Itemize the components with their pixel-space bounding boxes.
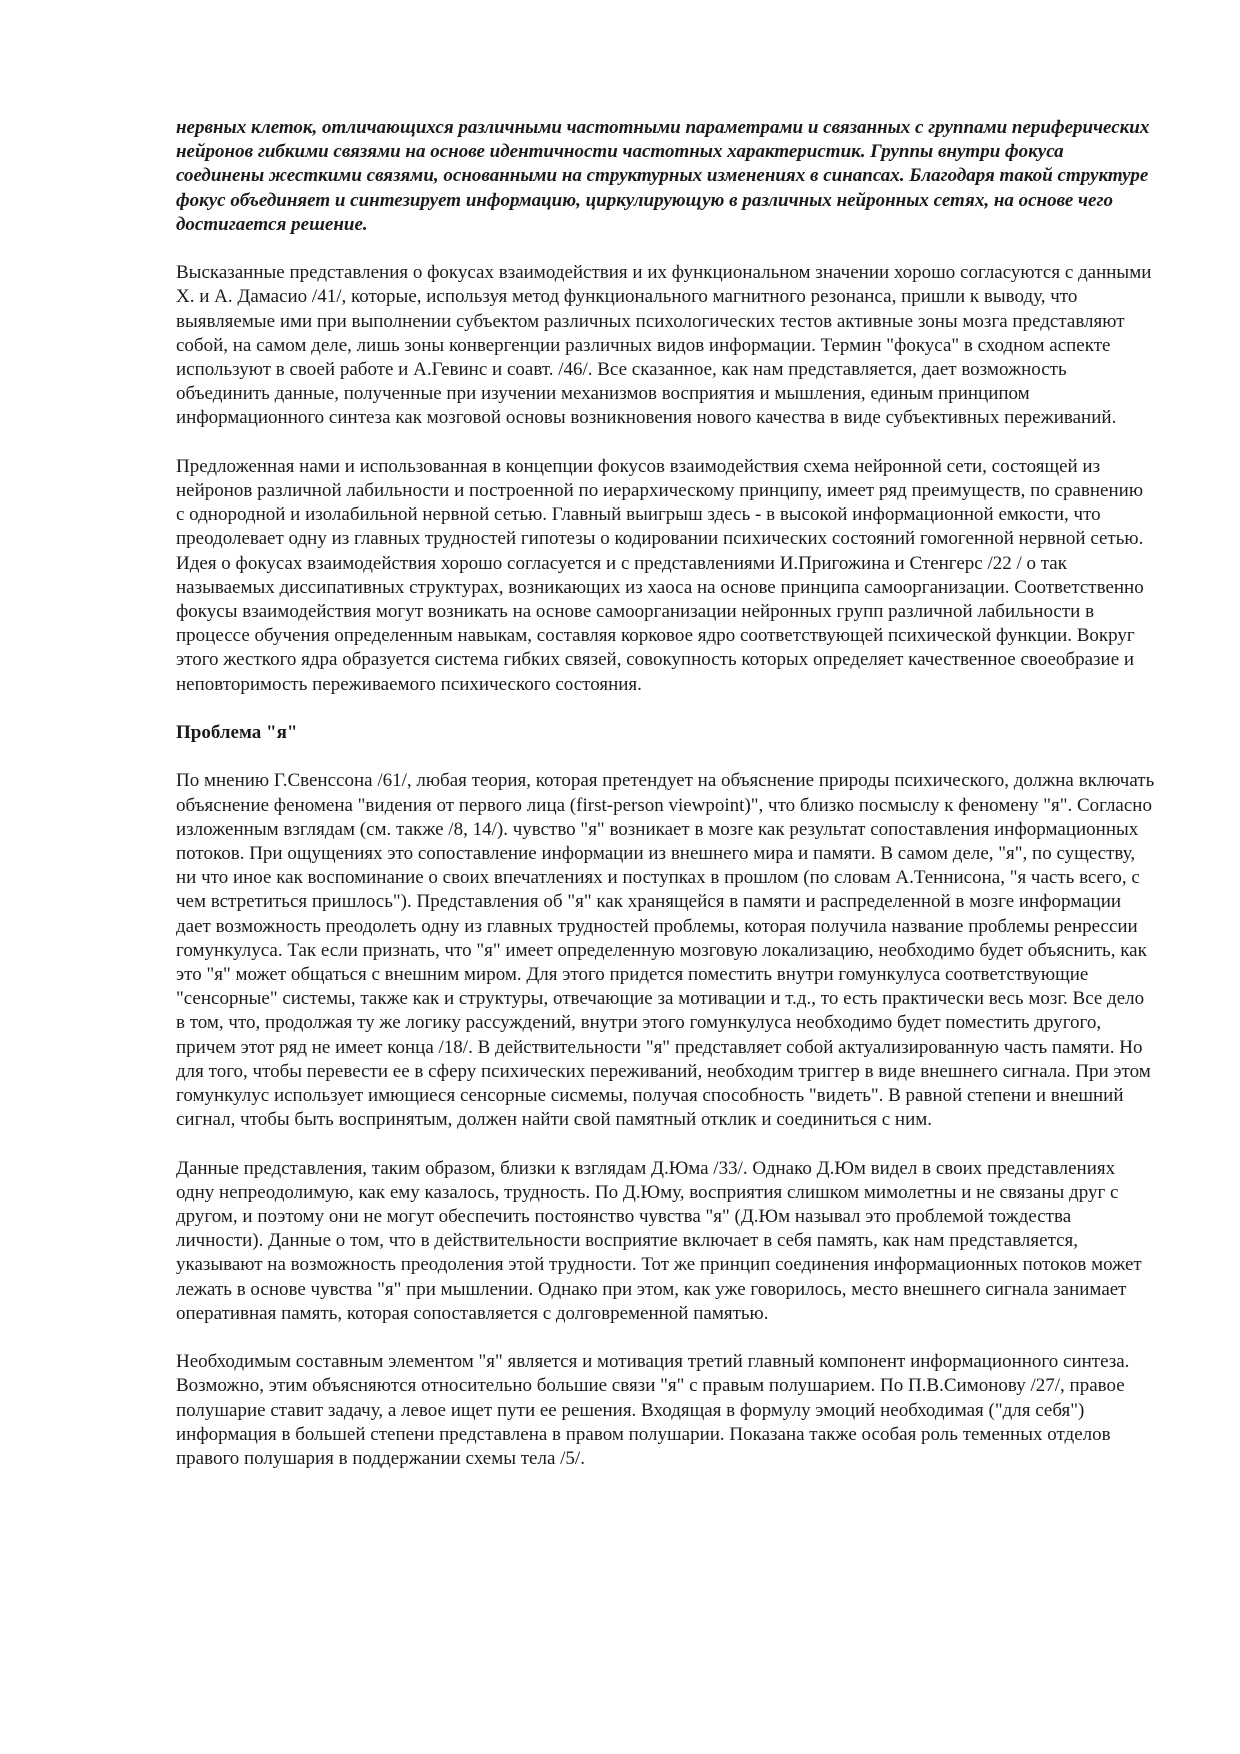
paragraph-svensson: По мнению Г.Свенссона /61/, любая теория, которая претендует на объяснение природы психического, должна включать объяснение феномена "видения от первого лица (first-person viewpoint)", что близко посмыслу к феномену "я". Согласно изложенным взглядам (см. также /8, 14/). чувство "я" возникает в мозге как результат сопоставления информационных потоков. При ощущениях это сопоставление информации из внешнего мира и памяти. В самом деле, "я", по существу, ни что иное как воспоминание о своих впечатлениях и поступках в прошлом (по словам А.Теннисона, "я часть всего, с чем встретиться пришлось"). Представления об "я" как хранящейся в памяти и распределенной в мозге информации дает возможность преодолеть одну из главных трудностей проблемы, которая получила название проблемы ренрессии гомункулуса. Так если признать, что "я" имеет определенную мозговую локализацию, необходимо будет объяснить, как это "я" может общаться с внешним миром. Для этого придется поместить внутри гомункулуса соответствующие "сенсорные" системы, также как и структуры, отвечающие за мотивации и т.д., то есть практически весь мозг. Все дело в том, что, продолжая ту же логику рассуждений, внутри этого гомункулуса необходимо будет поместить другого, причем этот ряд не имеет конца /18/. В действительности "я" представляет собой актуализированную часть памяти. Но для того, чтобы перевести ее в сферу психических переживаний, необходим триггер в виде внешнего сигнала. При этом гомункулус использует имющиеся сенсорные сисмемы, получая способность "видеть". В равной степени и внешний сигнал, чтобы быть воспринятым, должен найти свой памятный отклик и соединиться с ним. — [176, 770, 1155, 1131]
intro-paragraph: нервных клеток, отличающихся различными частотными параметрами и связанных с группами периферических нейронов гибкими связями на основе идентичности частотных характеристик. Группы внутри фокуса соединены жесткими связями, основанными на структурных изменениях в синапсах. Благодаря такой структуре фокус объединяет и синтезирует информацию, циркулирующую в различных нейронных сетях, на основе чего достигается решение. — [176, 117, 1150, 235]
paragraph-motivation: Необходимым составным элементом "я" является и мотивация третий главный компонент информационного синтеза. Возможно, этим объясняются относительно большие связи "я" с правым полушарием. По П.В.Симонову /27/, правое полушарие ставит задачу, а левое ищет пути ее решения. Входящая в формулу эмоций необходимая ("для себя") информация в большей степени представлена в правом полушарии. Показана также особая роль теменных отделов правого полушария в поддержании схемы тела /5/. — [176, 1351, 1130, 1470]
paragraph-hume: Данные представления, таким образом, близки к взглядам Д.Юма /33/. Однако Д.Юм видел в своих представлениях одну непреодолимую, как ему казалось, трудность. По Д.Юму, восприятия слишком мимолетны и не связаны друг с другом, и поэтому они не могут обеспечить постоянство чувства "я" (Д.Юм называл это проблемой тождества личности). Данные о том, что в действительности восприятие включает в себя память, как нам представляется, указывают на возможность преодоления этой трудности. Тот же принцип соединения информационных потоков может лежать в основе чувства "я" при мышлении. Однако при этом, как уже говорилось, место внешнего сигнала занимает оперативная память, которая сопоставляется с долговременной памятью. — [176, 1157, 1142, 1324]
paragraph-damasio: Высказанные представления о фокусах взаимодействия и их функциональном значении хорошо согласуются с данными Х. и А. Дамасио /41/, которые, используя метод функционального магнитного резонанса, пришли к выводу, что выявляемые ими при выполнении субъектом различных психологических тестов активные зоны мозга представляют собой, на самом деле, лишь зоны конвергенции различных видов информации. Термин "фокуса" в сходном аспекте используют в своей работе и А.Гевинс и соавт. /46/. Все сказанное, как нам представляется, дает возможность объединить данные, полученные при изучении механизмов восприятия и мышления, единым принципом информационного синтеза как мозговой основы возникновения нового качества в виде субъективных переживаний. — [176, 262, 1152, 429]
document-body — [176, 116, 1156, 1495]
section-heading: Проблема "я" — [176, 722, 298, 744]
paragraph-neural-network: Предложенная нами и использованная в концепции фокусов взаимодействия схема нейронной сети, состоящей из нейронов различной лабильности и построенной по иерархическому принципу, имеет ряд преимуществ, по сравнению с однородной и изолабильной нервной сетью. Главный выигрыш здесь - в высокой информационной емкости, что преодолевает одну из главных трудностей гипотезы о кодировании психических состояний гомогенной нервной сетью. Идея о фокусах взаимодействия хорошо согласуется и с представлениями И.Пригожина и Стенгерс /22 / о так называемых диссипативных структурах, возникающих из хаоса на основе принципа самоорганизации. Соответственно фокусы взаимодействия могут возникать на основе самоорганизации нейронных групп различной лабильности в процессе обучения определенным навыкам, составляя корковое ядро соответствующей психической функции. Вокруг этого жесткого ядра образуется система гибких связей, совокупность которых определяет качественное своеобразие и неповторимость переживаемого психического состояния. — [176, 455, 1144, 695]
